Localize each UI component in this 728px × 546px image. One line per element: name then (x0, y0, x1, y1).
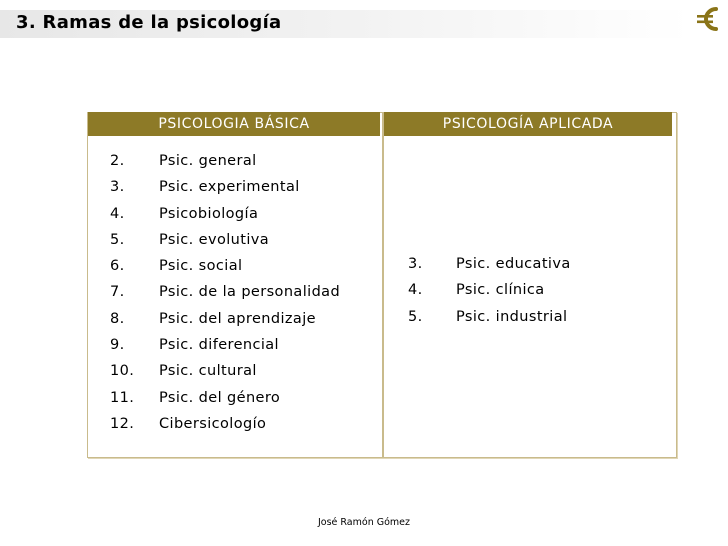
item-text: Psic. diferencial (159, 337, 279, 354)
item-text: Psic. del género (159, 389, 281, 406)
aplicada-header: PSICOLOGÍA APLICADA (384, 112, 672, 136)
item-text: Psic. de la personalidad (159, 284, 341, 301)
item-text: Psic. social (159, 258, 243, 275)
item-number: 3. (408, 256, 423, 272)
item-number: 6. (110, 258, 125, 275)
item-text: Psic. experimental (159, 179, 300, 196)
euro-logo-icon (694, 4, 724, 34)
item-text: Cibersicologío (159, 415, 267, 432)
item-number: 3. (110, 179, 125, 196)
item-text: Psic. educativa (456, 256, 571, 272)
item-number: 8. (110, 310, 125, 327)
item-number: 12. (110, 415, 135, 432)
item-number: 5. (408, 308, 423, 325)
item-number: 11. (110, 389, 135, 406)
item-text: Psic. evolutiva (159, 231, 270, 248)
item-number: 2. (110, 153, 125, 169)
item-number: 7. (110, 284, 125, 301)
item-text: Psic. del aprendizaje (159, 310, 316, 327)
item-text: Psic. industrial (456, 308, 568, 325)
item-number: 4. (110, 205, 125, 222)
item-text: Psic. clínica (456, 282, 545, 299)
item-number: 9. (110, 337, 125, 354)
item-text: Psic. cultural (159, 363, 257, 380)
basica-header: PSICOLOGIA BÁSICA (88, 112, 380, 136)
item-text: Psic. general (159, 153, 257, 169)
item-number: 4. (408, 282, 423, 299)
slide-title: 3. Ramas de la psicología (16, 12, 282, 33)
footer-author: José Ramón Gómez (317, 517, 410, 528)
item-number: 5. (110, 231, 125, 248)
item-text: Psicobiología (159, 205, 259, 222)
item-number: 10. (110, 363, 135, 380)
